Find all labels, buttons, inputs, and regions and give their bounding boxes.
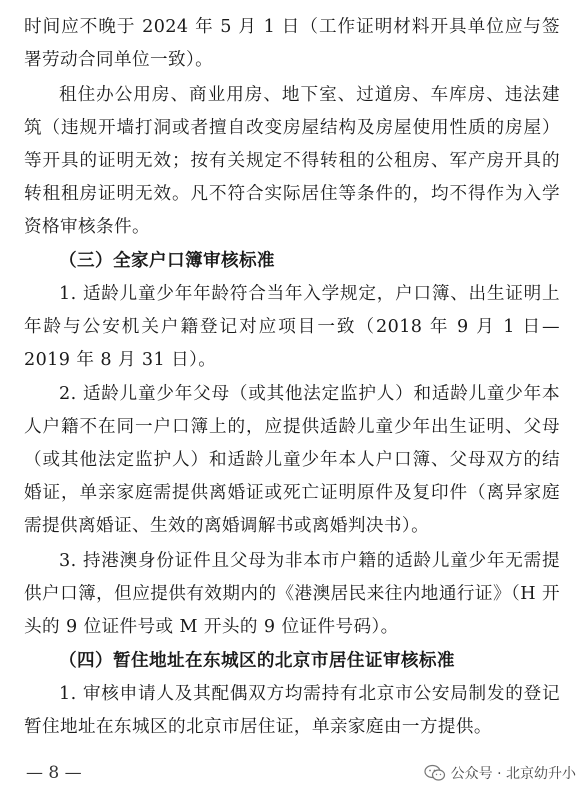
paragraph-3-2: 2. 适龄儿童少年父母（或其他法定监护人）和适龄儿童少年本人户籍不在同一户口簿上的，应提供适龄儿童少年出生证明、父母（或其他法定监护人）和适龄儿童少年本人户口簿、父母双方的结婚证，单亲家庭需提供离婚证或死亡证明原件及复印件（离异家庭需提供离婚证、生效的离婚调解书或离婚判决书）。 — [24, 384, 560, 537]
watermark-text: 公众号 · 北京幼升小 — [450, 766, 576, 782]
paragraph-1: 时间应不晚于 2024 年 5 月 1 日（工作证明材料开具单位应与签署劳动合同单位一致）。 — [24, 17, 560, 71]
page-number: — 8 — — [26, 763, 82, 783]
paragraph-4-1: 1. 审核申请人及其配偶双方均需持有北京市公安局制发的登记暂住地址在东城区的北京市居住证，单亲家庭由一方提供。 — [24, 684, 560, 738]
wechat-icon — [424, 764, 446, 782]
section-heading-4: （四）暂住地址在东城区的北京市居住证审核标准 — [59, 651, 455, 671]
paragraph-2: 租住办公用房、商业用房、地下室、过道房、车库房、违法建筑（违规开墙打洞或者擅自改变房屋结构及房屋使用性质的房屋）等开具的证明无效；按有关规定不得转租的公租房、军产房开具的转租租房证明无效。凡不符合实际居住等条件的，均不得作为入学资格审核条件。 — [24, 85, 560, 238]
watermark — [424, 763, 576, 783]
paragraph-3-1: 1. 适龄儿童少年年龄符合当年入学规定，户口簿、出生证明上年龄与公安机关户籍登记对应项目一致（2018 年 9 月 1 日—2019 年 8 月 31 日）。 — [24, 284, 560, 371]
section-heading-3: （三）全家户口簿审核标准 — [59, 251, 275, 271]
paragraph-3-3: 3. 持港澳身份证件且父母为非本市户籍的适龄儿童少年无需提供户口簿，但应提供有效期内的《港澳居民来往内地通行证》（H 开头的 9 位证件号或 M 开头的 9 位证件号码）。 — [24, 551, 560, 638]
